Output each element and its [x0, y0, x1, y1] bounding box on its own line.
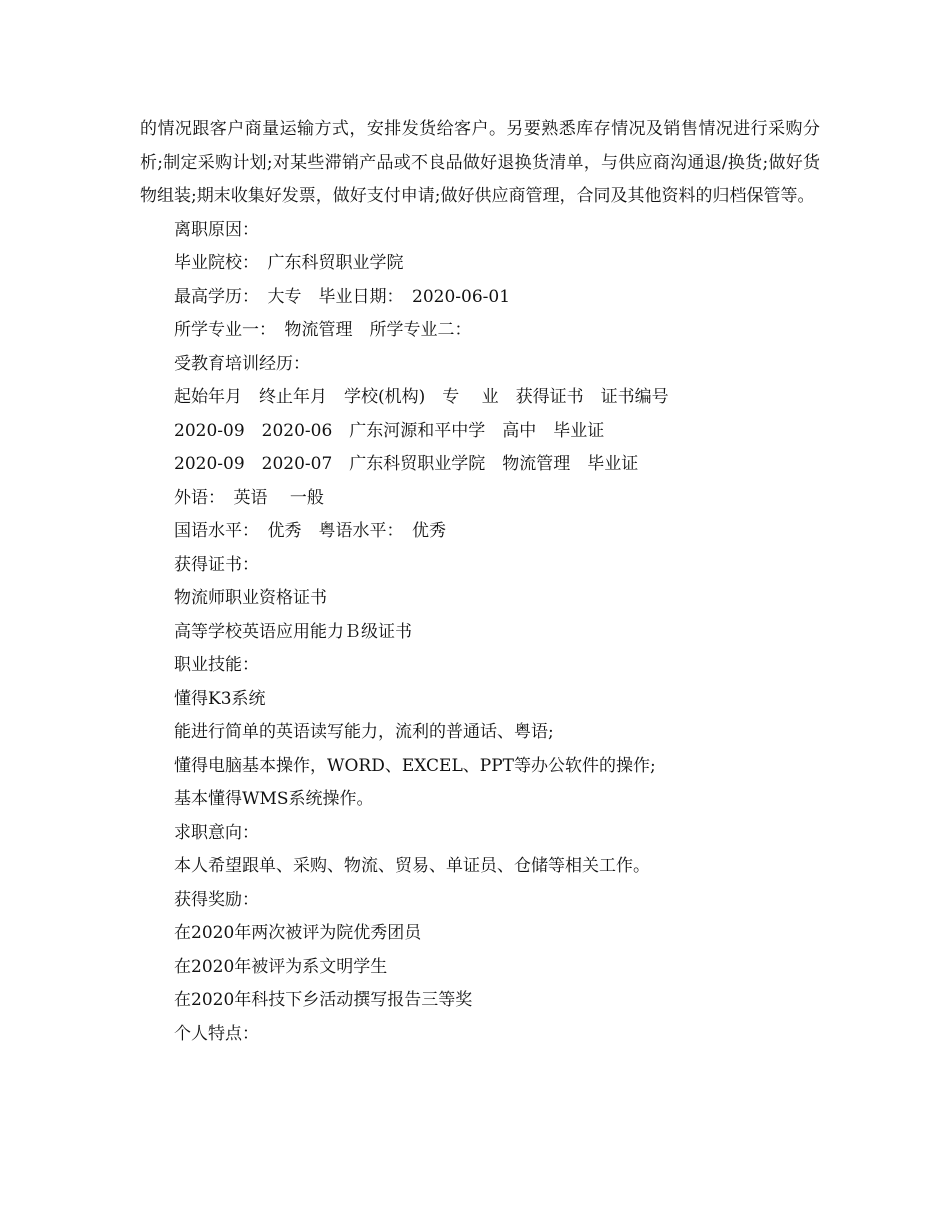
skill-item: 懂得电脑基本操作，WORD、EXCEL、PPT等办公软件的操作;	[174, 755, 656, 776]
awards-label: 获得奖励：	[174, 889, 259, 910]
education-history-label: 受教育培训经历：	[174, 353, 310, 374]
foreign-language-line: 外语： 英语 一般	[174, 487, 324, 508]
personal-traits-label: 个人特点：	[174, 1023, 259, 1044]
intro-paragraph: 的情况跟客户商量运输方式，安排发货给客户。另要熟悉库存情况及销售情况进行采购分析;制定采购计划;对某些滞销产品或不良品做好退换货清单，与供应商沟通退/换货;做好货物组装;期末收集好发票，做好支付申请;做好供应商管理，合同及其他资料的归档保管等。	[140, 119, 820, 206]
skills-label: 职业技能：	[174, 655, 259, 675]
education-row: 2020-09 2020-06 广东河源和平中学 高中 毕业证	[174, 420, 605, 441]
job-intention-text: 本人希望跟单、采购、物流、贸易、单证员、仓储等相关工作。	[174, 856, 650, 876]
major-line: 所学专业一： 物流管理 所学专业二：	[174, 320, 472, 340]
job-intention-label: 求职意向：	[174, 822, 259, 843]
document-body	[140, 113, 820, 1051]
award-item: 在2020年被评为系文明学生	[174, 956, 388, 977]
language-level-line: 国语水平： 优秀 粤语水平： 优秀	[174, 521, 446, 541]
certificates-label: 获得证书：	[174, 554, 259, 575]
certificate-item: 物流师职业资格证书	[174, 588, 327, 608]
skill-item: 懂得K3系统	[174, 688, 266, 709]
leave-reason-label: 离职原因：	[174, 219, 259, 240]
award-item: 在2020年两次被评为院优秀团员	[174, 923, 422, 943]
award-item: 在2020年科技下乡活动撰写报告三等奖	[174, 990, 473, 1010]
education-row: 2020-09 2020-07 广东科贸职业学院 物流管理 毕业证	[174, 454, 639, 474]
education-line: 最高学历： 大专 毕业日期： 2020-06-01	[174, 286, 511, 307]
skill-item: 基本懂得WMS系统操作。	[174, 789, 374, 809]
education-table-header: 起始年月 终止年月 学校(机构) 专 业 获得证书 证书编号	[174, 387, 669, 407]
graduate-school-line: 毕业院校： 广东科贸职业学院	[174, 253, 404, 273]
certificate-item: 高等学校英语应用能力Ｂ级证书	[174, 621, 412, 642]
skill-item: 能进行简单的英语读写能力，流利的普通话、粤语;	[174, 722, 554, 742]
